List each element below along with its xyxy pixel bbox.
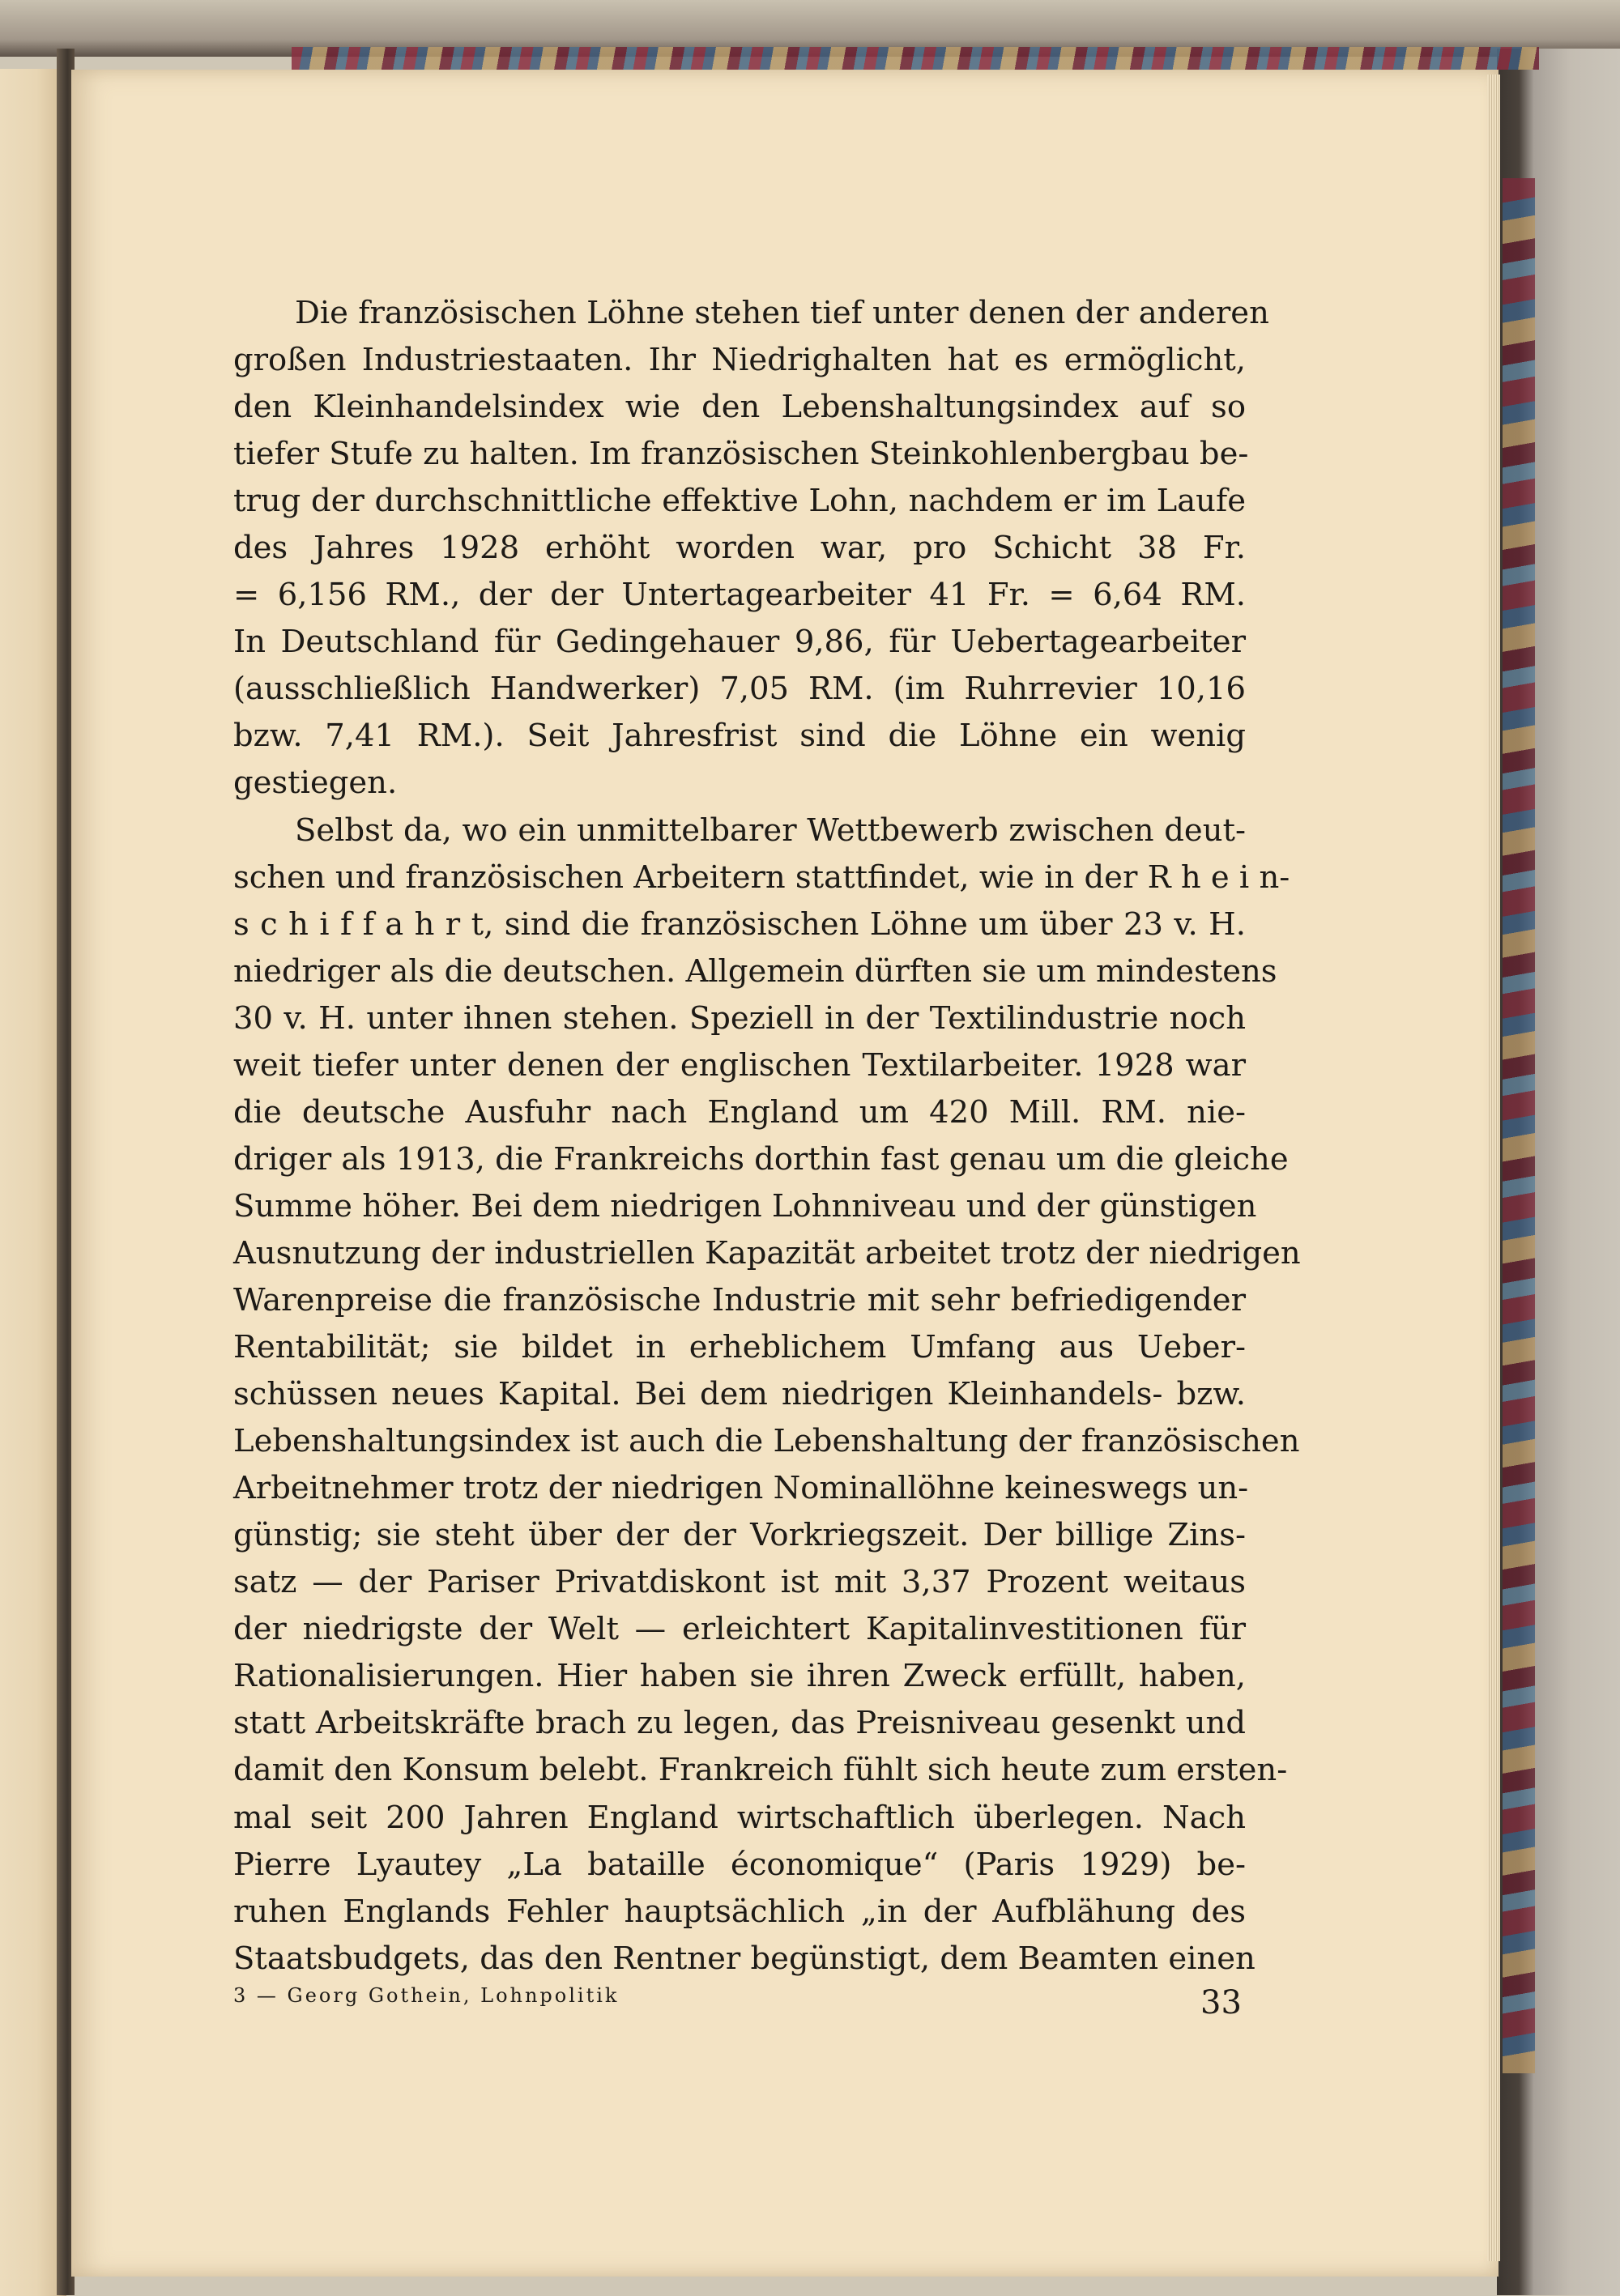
text-line: Lebenshaltungsindex ist auch die Lebenshaltung der französischen	[233, 1423, 1300, 1460]
body-text	[233, 290, 1301, 1983]
page-number: 33	[1200, 1984, 1242, 2021]
text-line: Arbeitnehmer trotz der niedrigen Nominallöhne keineswegs un-	[233, 1470, 1249, 1507]
text-line: ruhen Englands Fehler hauptsächlich „in der Aufblähung des	[233, 1893, 1246, 1930]
text-line: den Kleinhandelsindex wie den Lebenshaltungsindex auf so	[233, 389, 1246, 426]
text-line: großen Industriestaaten. Ihr Niedrighalten hat es ermöglicht,	[233, 342, 1246, 379]
text-line: s c h i f f a h r t, sind die französischen Löhne um über 23 v. H.	[233, 905, 1246, 943]
text-line: günstig; sie steht über der der Vorkriegszeit. Der billige Zins-	[233, 1517, 1246, 1554]
text-line: trug der durchschnittliche effektive Lohn, nachdem er im Laufe	[233, 483, 1246, 520]
text-line: Rentabilität; sie bildet in erheblichem Umfang aus Ueber-	[233, 1329, 1246, 1366]
marbled-edge-right	[1503, 178, 1535, 2073]
text-line: Die französischen Löhne stehen tief unter denen der anderen	[295, 295, 1269, 331]
text-line: mal seit 200 Jahren England wirtschaftlich überlegen. Nach	[233, 1799, 1246, 1836]
text-line: schüssen neues Kapital. Bei dem niedrigen Kleinhandels- bzw.	[233, 1376, 1246, 1413]
signature-mark: 3 — Georg Gothein, Lohnpolitik	[233, 1984, 620, 2007]
text-line: 30 v. H. unter ihnen stehen. Speziell in der Textilindustrie noch	[233, 999, 1246, 1037]
text-line: Staatsbudgets, das den Rentner begünstigt, dem Beamten einen	[233, 1940, 1256, 1977]
text-line: gestiegen.	[233, 765, 398, 802]
text-line: satz — der Pariser Privatdiskont ist mit 3,37 Prozent weitaus	[233, 1564, 1246, 1601]
text-line: des Jahres 1928 erhöht worden war, pro Schicht 38 Fr.	[233, 530, 1246, 567]
text-line: (ausschließlich Handwerker) 7,05 RM. (im Ruhrrevier 10,16	[233, 671, 1246, 708]
text-line: driger als 1913, die Frankreichs dorthin fast genau um die gleiche	[233, 1140, 1289, 1178]
text-line: Warenpreise die französische Industrie mit sehr befriedigender	[233, 1281, 1246, 1318]
text-line: Rationalisierungen. Hier haben sie ihren Zweck erfüllt, haben,	[233, 1658, 1246, 1695]
text-line: der niedrigste der Welt — erleichtert Kapitalinvestitionen für	[233, 1611, 1246, 1648]
text-line: Selbst da, wo ein unmittelbarer Wettbewerb zwischen deut-	[295, 811, 1246, 849]
text-line: statt Arbeitskräfte brach zu legen, das Preisniveau gesenkt und	[233, 1705, 1246, 1742]
marbled-edge-top	[292, 47, 1539, 70]
text-line: niedriger als die deutschen. Allgemein dürften sie um mindestens	[233, 952, 1277, 990]
text-line: Ausnutzung der industriellen Kapazität arbeitet trotz der niedrigen	[233, 1234, 1301, 1272]
text-line: In Deutschland für Gedingehauer 9,86, für Uebertagearbeiter	[233, 624, 1246, 661]
text-line: tiefer Stufe zu halten. Im französischen Steinkohlenbergbau be-	[233, 436, 1249, 473]
text-line: schen und französischen Arbeitern stattfindet, wie in der R h e i n-	[233, 858, 1290, 896]
text-line: Pierre Lyautey „La bataille économique“ (Paris 1929) be-	[233, 1846, 1246, 1883]
text-line: damit den Konsum belebt. Frankreich fühlt sich heute zum ersten-	[233, 1752, 1288, 1789]
text-line: weit tiefer unter denen der englischen Textilarbeiter. 1928 war	[233, 1046, 1246, 1084]
text-line: Summe höher. Bei dem niedrigen Lohnniveau und der günstigen	[233, 1187, 1257, 1225]
page-stack-edge	[1487, 75, 1500, 2261]
text-line: = 6,156 RM., der der Untertagearbeiter 41 Fr. = 6,64 RM.	[233, 577, 1246, 614]
text-line: die deutsche Ausfuhr nach England um 420 Mill. RM. nie-	[233, 1093, 1246, 1131]
text-line: bzw. 7,41 RM.). Seit Jahresfrist sind die Löhne ein wenig	[233, 718, 1246, 755]
